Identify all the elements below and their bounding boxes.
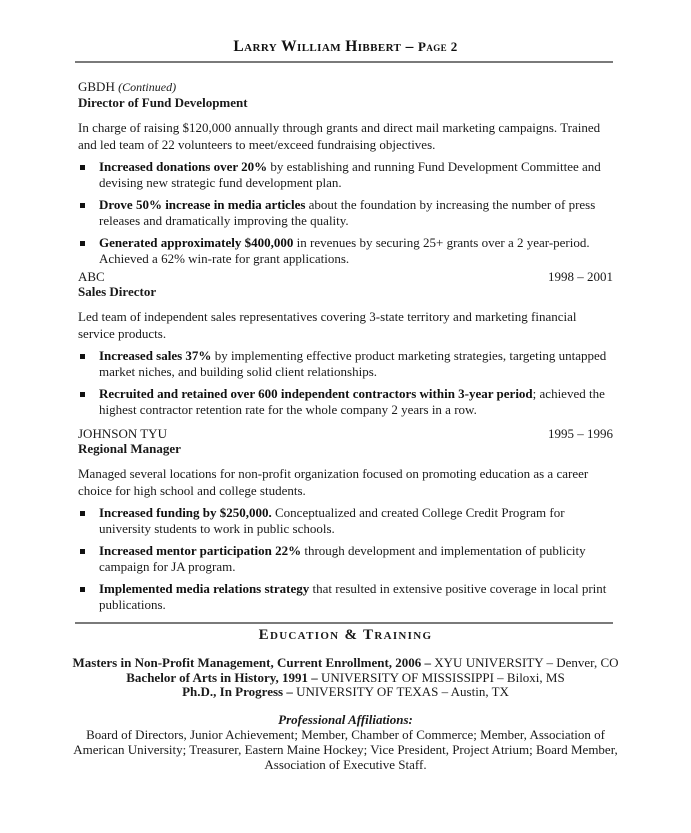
job-header (78, 426, 613, 441)
achievement-item: Drove 50% increase in media articles about the foundation by increasing the number of press releases and dramatically improving the quality. (78, 197, 613, 229)
page-header (78, 38, 613, 56)
achievement-item: Generated approximately $400,000 in revenues by securing 25+ grants over a 2 year-period. Achieved a 62% win-rate for grant applications. (78, 235, 613, 267)
achievement-list (78, 159, 613, 267)
job-dates: 1995 – 1996 (548, 426, 613, 441)
job-summary: Managed several locations for non-profit organization focused on promoting education as a career choice for high school and college students. (78, 466, 589, 498)
education-section-title: Education & Training (258, 627, 433, 643)
achievement-item: Increased funding by $250,000. Conceptualized and created College Credit Program for university students to work in public schools. (78, 505, 613, 537)
continued-note: (Continued) (118, 80, 177, 94)
job-entry (78, 79, 613, 273)
company-name: JOHNSON TYU (78, 426, 167, 441)
company-name: ABC (78, 269, 105, 284)
achievement-item: Increased sales 37% by implementing effective product marketing strategies, targeting untapped market niches, and building solid client relationships. (78, 348, 613, 380)
affiliations-text: Board of Directors, Junior Achievement; Member, Chamber of Commerce; Member, Association of American University; Treasurer, Eastern Maine Hockey; Vice President, Project Atrium; Board Member, Association of Executive Staff. (73, 727, 618, 772)
bullet-square-icon (80, 392, 85, 397)
bullet-square-icon (80, 587, 85, 592)
job-dates: 1998 – 2001 (548, 269, 613, 284)
job-entry (78, 426, 613, 619)
candidate-name: Larry William Hibbert (233, 38, 402, 55)
achievement-item: Increased donations over 20% by establishing and running Fund Development Committee and devising new strategic fund development plan. (78, 159, 613, 191)
bullet-square-icon (80, 165, 85, 170)
job-title: Sales Director (78, 284, 157, 299)
header-divider (75, 61, 613, 63)
bullet-square-icon (80, 203, 85, 208)
achievement-item: Recruited and retained over 600 independent contractors within 3-year period; achieved the highest contractor retention rate for the whole company 2 years in a row. (78, 386, 613, 418)
bullet-square-icon (80, 241, 85, 246)
bullet-square-icon (80, 511, 85, 516)
bullet-square-icon (80, 549, 85, 554)
job-title: Regional Manager (78, 441, 181, 456)
header-separator: – (401, 38, 418, 55)
achievement-item: Increased mentor participation 22% through development and implementation of publicity campaign for JA program. (78, 543, 613, 575)
job-header (78, 269, 613, 284)
achievement-list (78, 505, 613, 613)
job-header (78, 79, 613, 95)
achievement-list (78, 348, 613, 418)
education-divider (75, 622, 613, 624)
degree-item: Bachelor of Arts in History, 1991 – UNIVERSITY OF MISSISSIPPI – Biloxi, MS (126, 669, 565, 685)
achievement-item: Implemented media relations strategy that resulted in extensive positive coverage in local print publications. (78, 581, 613, 613)
affiliations (68, 712, 623, 772)
affiliations-title: Professional Affiliations: (278, 712, 413, 727)
job-summary: In charge of raising $120,000 annually through grants and direct mail marketing campaigns. Trained and led team of 22 volunteers to meet/exceed fundraising objectives. (78, 120, 601, 152)
bullet-square-icon (80, 354, 85, 359)
degree-item: Ph.D., In Progress – UNIVERSITY OF TEXAS – Austin, TX (182, 684, 509, 699)
company-name: GBDH (Continued) (78, 79, 177, 94)
job-summary: Led team of independent sales representatives covering 3-state territory and marketing financial service products. (78, 309, 577, 341)
job-entry (78, 269, 613, 424)
degree-item: Masters in Non-Profit Management, Current Enrollment, 2006 – XYU UNIVERSITY – Denver, CO (72, 655, 619, 670)
job-title: Director of Fund Development (78, 95, 248, 110)
degree-list (68, 656, 623, 700)
page-number: Page 2 (418, 39, 458, 54)
